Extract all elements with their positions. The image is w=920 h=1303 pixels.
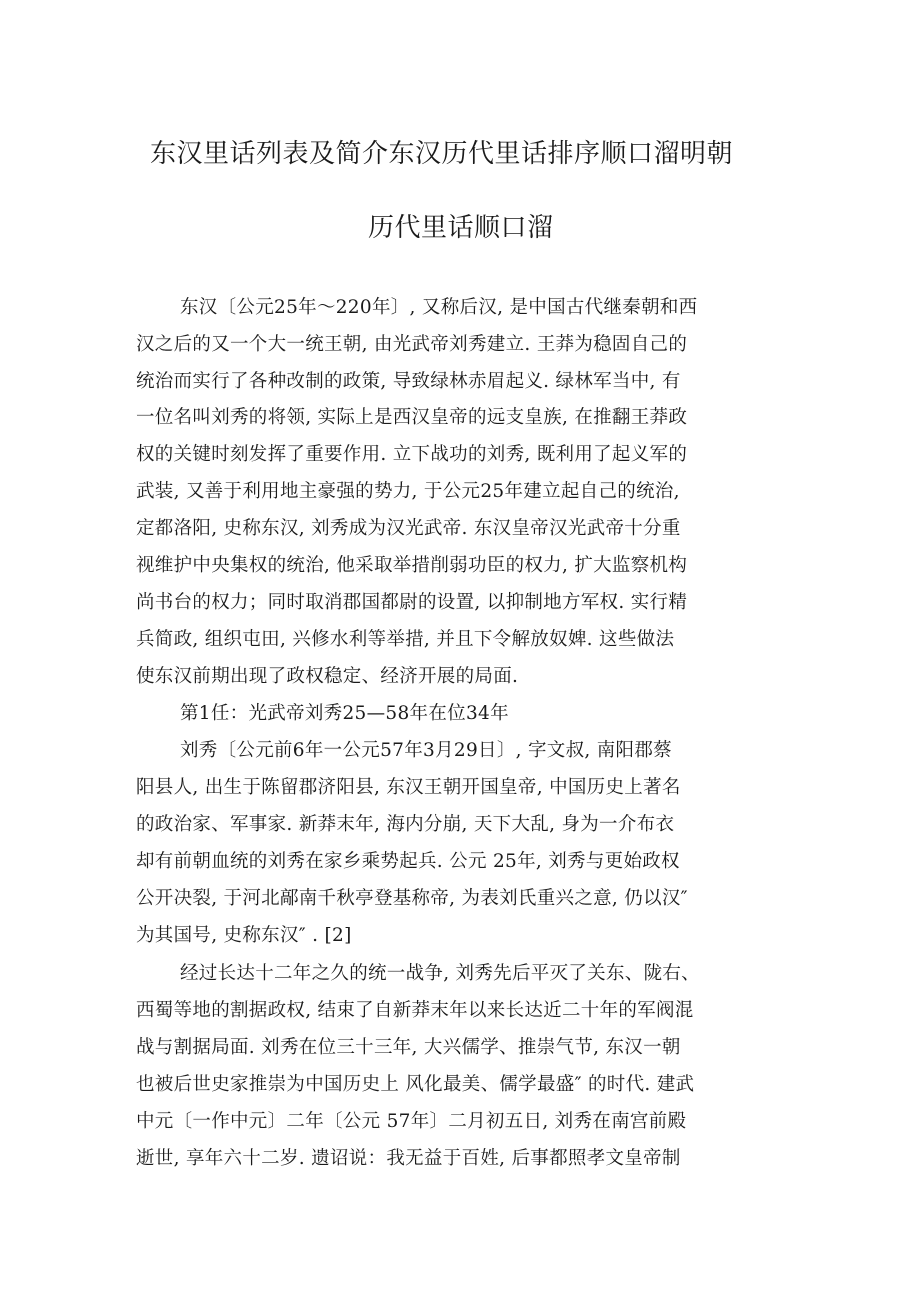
body-line: 战与割据局面. 刘秀在位三十三年, 大兴儒学、推崇气节, 东汉一朝 [136, 1037, 681, 1058]
body-line: 一位名叫刘秀的将领, 实际上是西汉皇帝的远支皇族, 在推翻王莽政 [136, 407, 688, 428]
section-heading: 第1任：光武帝刘秀25—58年在位34年 [180, 703, 509, 724]
body-line: 尚书台的权力；同时取消郡国都尉的设置, 以抑制地方军权. 实行精 [136, 592, 688, 613]
body-line: 刘秀〔公元前6年一公元57年3月29日〕, 字文叔, 南阳郡蔡 [180, 740, 672, 761]
body-line: 却有前朝血统的刘秀在家乡乘势起兵. 公元 25年, 刘秀与更始政权 [136, 851, 680, 872]
body-line: 经过长达十二年之久的统一战争, 刘秀先后平灭了关东、陇右、 [180, 963, 700, 984]
body-line: 武装, 又善于利用地主豪强的势力, 于公元25年建立起自己的统治, [136, 481, 680, 502]
body-line: 中元〔一作中元〕二年〔公元 57年〕二月初五日, 刘秀在南宫前殿 [136, 1111, 687, 1132]
body-line: 也被后世史家推崇为中国历史上 风化最美、儒学最盛″ 的时代. 建武 [136, 1074, 695, 1095]
body-line: 阳县人, 出生于陈留郡济阳县, 东汉王朝开国皇帝, 中国历史上著名 [136, 777, 681, 798]
body-line: 公开决裂, 于河北鄗南千秋亭登基称帝, 为表刘氏重兴之意, 仍以汉″ [136, 888, 688, 909]
body-line: 统治而实行了各种改制的政策, 导致绿林赤眉起义. 绿林军当中, 有 [136, 371, 681, 392]
body-line: 汉之后的又一个大一统王朝, 由光武帝刘秀建立. 王莽为稳固自己的 [136, 334, 688, 355]
body-line: 东汉〔公元25年～220年〕, 又称后汉, 是中国古代继秦朝和西 [180, 297, 698, 318]
document-title-line-1: 东汉里话列表及简介东汉历代里话排序顺口溜明朝 [150, 139, 734, 169]
body-line: 使东汉前期出现了政权稳定、经济开展的局面. [136, 666, 519, 687]
body-line: 定都洛阳, 史称东汉, 刘秀成为汉光武帝. 东汉皇帝汉光武帝十分重 [136, 518, 681, 539]
body-line: 西蜀等地的割据政权, 结束了自新莽末年以来长达近二十年的军阀混 [136, 1000, 694, 1021]
body-line: 权的关键时刻发挥了重要作用. 立下战功的刘秀, 既利用了起义军的 [136, 444, 688, 465]
body-line: 的政治家、军事家. 新莽末年, 海内分崩, 天下大乱, 身为一介布衣 [136, 814, 675, 835]
body-line: 为其国号, 史称东汉″ . [2] [136, 925, 352, 946]
document-title-line-2: 历代里话顺口溜 [368, 213, 554, 243]
body-line: 视维护中央集权的统治, 他采取举措削弱功臣的权力, 扩大监察机构 [136, 555, 688, 576]
body-line: 兵简政, 组织屯田, 兴修水利等举措, 并且下令解放奴婢. 这些做法 [136, 629, 675, 650]
body-line: 逝世, 享年六十二岁. 遗诏说：我无益于百姓, 后事都照孝文皇帝制 [136, 1148, 681, 1169]
